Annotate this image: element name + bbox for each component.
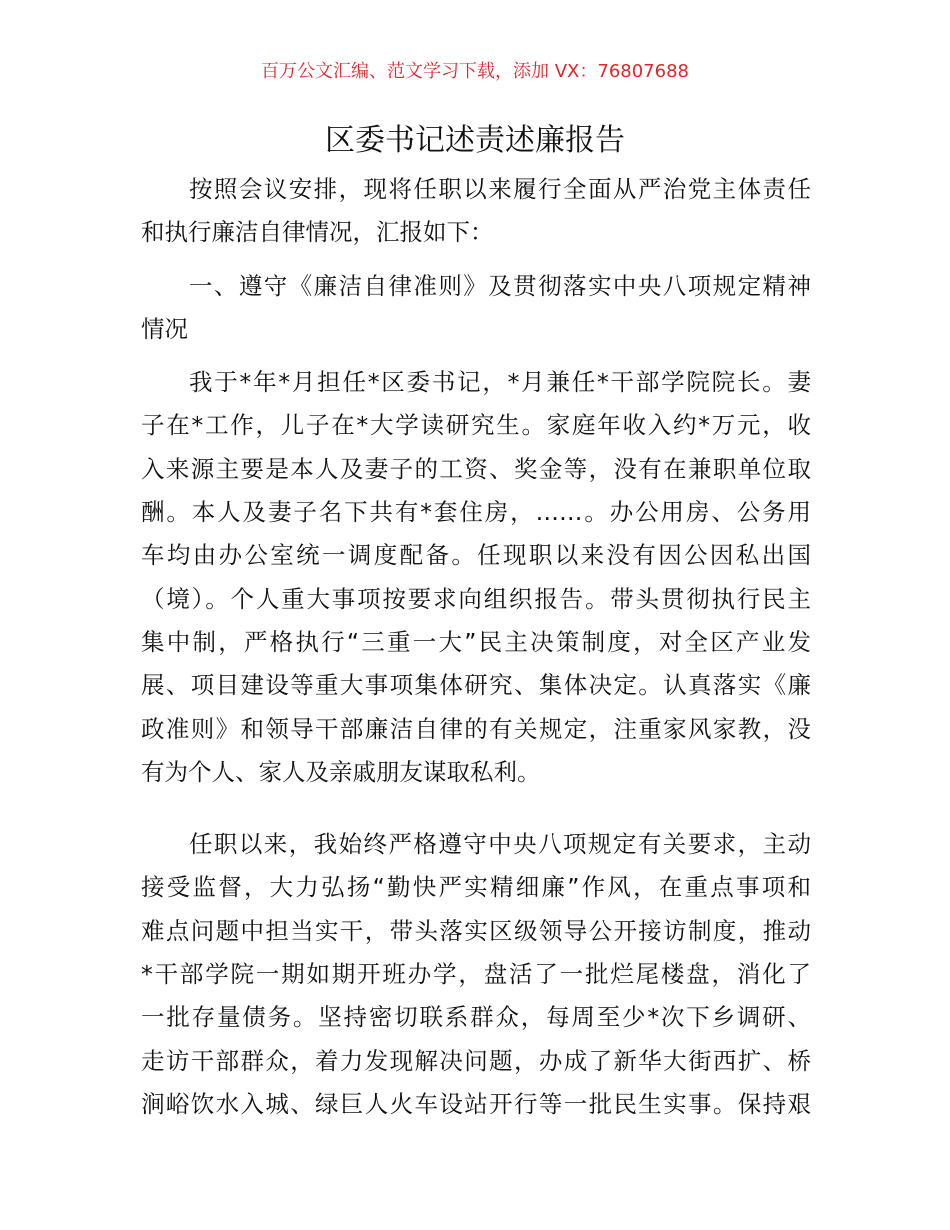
paragraph bbox=[141, 168, 811, 255]
text-line: 酬。本人及妻子名下共有*套住房，……。办公用房、公务用 bbox=[141, 498, 811, 527]
text-line: 政准则》和领导干部廉洁自律的有关规定，注重家风家教，没 bbox=[141, 714, 811, 743]
text-line: 入来源主要是本人及妻子的工资、奖金等，没有在兼职单位取 bbox=[141, 454, 811, 483]
text-line: 按照会议安排，现将任职以来履行全面从严治党主体责任 bbox=[189, 175, 811, 203]
document-body bbox=[141, 168, 811, 1126]
text-line: 一批存量债务。坚持密切联系群众，每周至少*次下乡调研、 bbox=[141, 1003, 811, 1032]
text-line: 车均由办公室统一调度配备。任现职以来没有因公因私出国 bbox=[141, 541, 811, 570]
text-line: 有为个人、家人及亲戚朋友谋取私利。 bbox=[141, 757, 541, 786]
text-line: 接受监督，大力弘扬“勤快严实精细廉”作风，在重点事项和 bbox=[141, 873, 811, 902]
text-line: 和执行廉洁自律情况，汇报如下： bbox=[141, 218, 494, 247]
document-title: 区委书记述责述廉报告 bbox=[325, 123, 625, 158]
paragraph bbox=[141, 361, 811, 794]
text-line: 走访干部群众，着力发现解决问题，办成了新华大街西扩、桥 bbox=[141, 1046, 811, 1075]
text-line: 展、项目建设等重大事项集体研究、集体决定。认真落实《廉 bbox=[141, 671, 811, 700]
text-line: 难点问题中担当实干，带头落实区级领导公开接访制度，推动 bbox=[141, 916, 811, 945]
text-line: （境）。个人重大事项按要求向组织报告。带头贯彻执行民主 bbox=[141, 584, 811, 613]
paragraph bbox=[141, 823, 811, 1126]
text-line: *干部学院一期如期开班办学，盘活了一批烂尾楼盘，消化了 bbox=[141, 960, 811, 989]
text-line: 集中制，严格执行“三重一大”民主决策制度，对全区产业发 bbox=[141, 627, 811, 656]
text-line: 任职以来，我始终严格遵守中央八项规定有关要求，主动 bbox=[189, 830, 811, 859]
text-line: 子在*工作，儿子在*大学读研究生。家庭年收入约*万元，收 bbox=[141, 411, 811, 440]
text-line: 涧峪饮水入城、绿巨人火车设站开行等一批民生实事。保持艰 bbox=[141, 1089, 811, 1118]
text-line: 一、遵守《廉洁自律准则》及贯彻落实中央八项规定精神 bbox=[189, 271, 811, 300]
watermark-header: 百万公文汇编、范文学习下载，添加 VX：76807688 bbox=[261, 61, 689, 82]
text-line: 情况 bbox=[141, 314, 188, 343]
paragraph bbox=[141, 265, 811, 352]
text-line: 我于*年*月担任*区委书记，*月兼任*干部学院院长。妻 bbox=[189, 368, 811, 397]
